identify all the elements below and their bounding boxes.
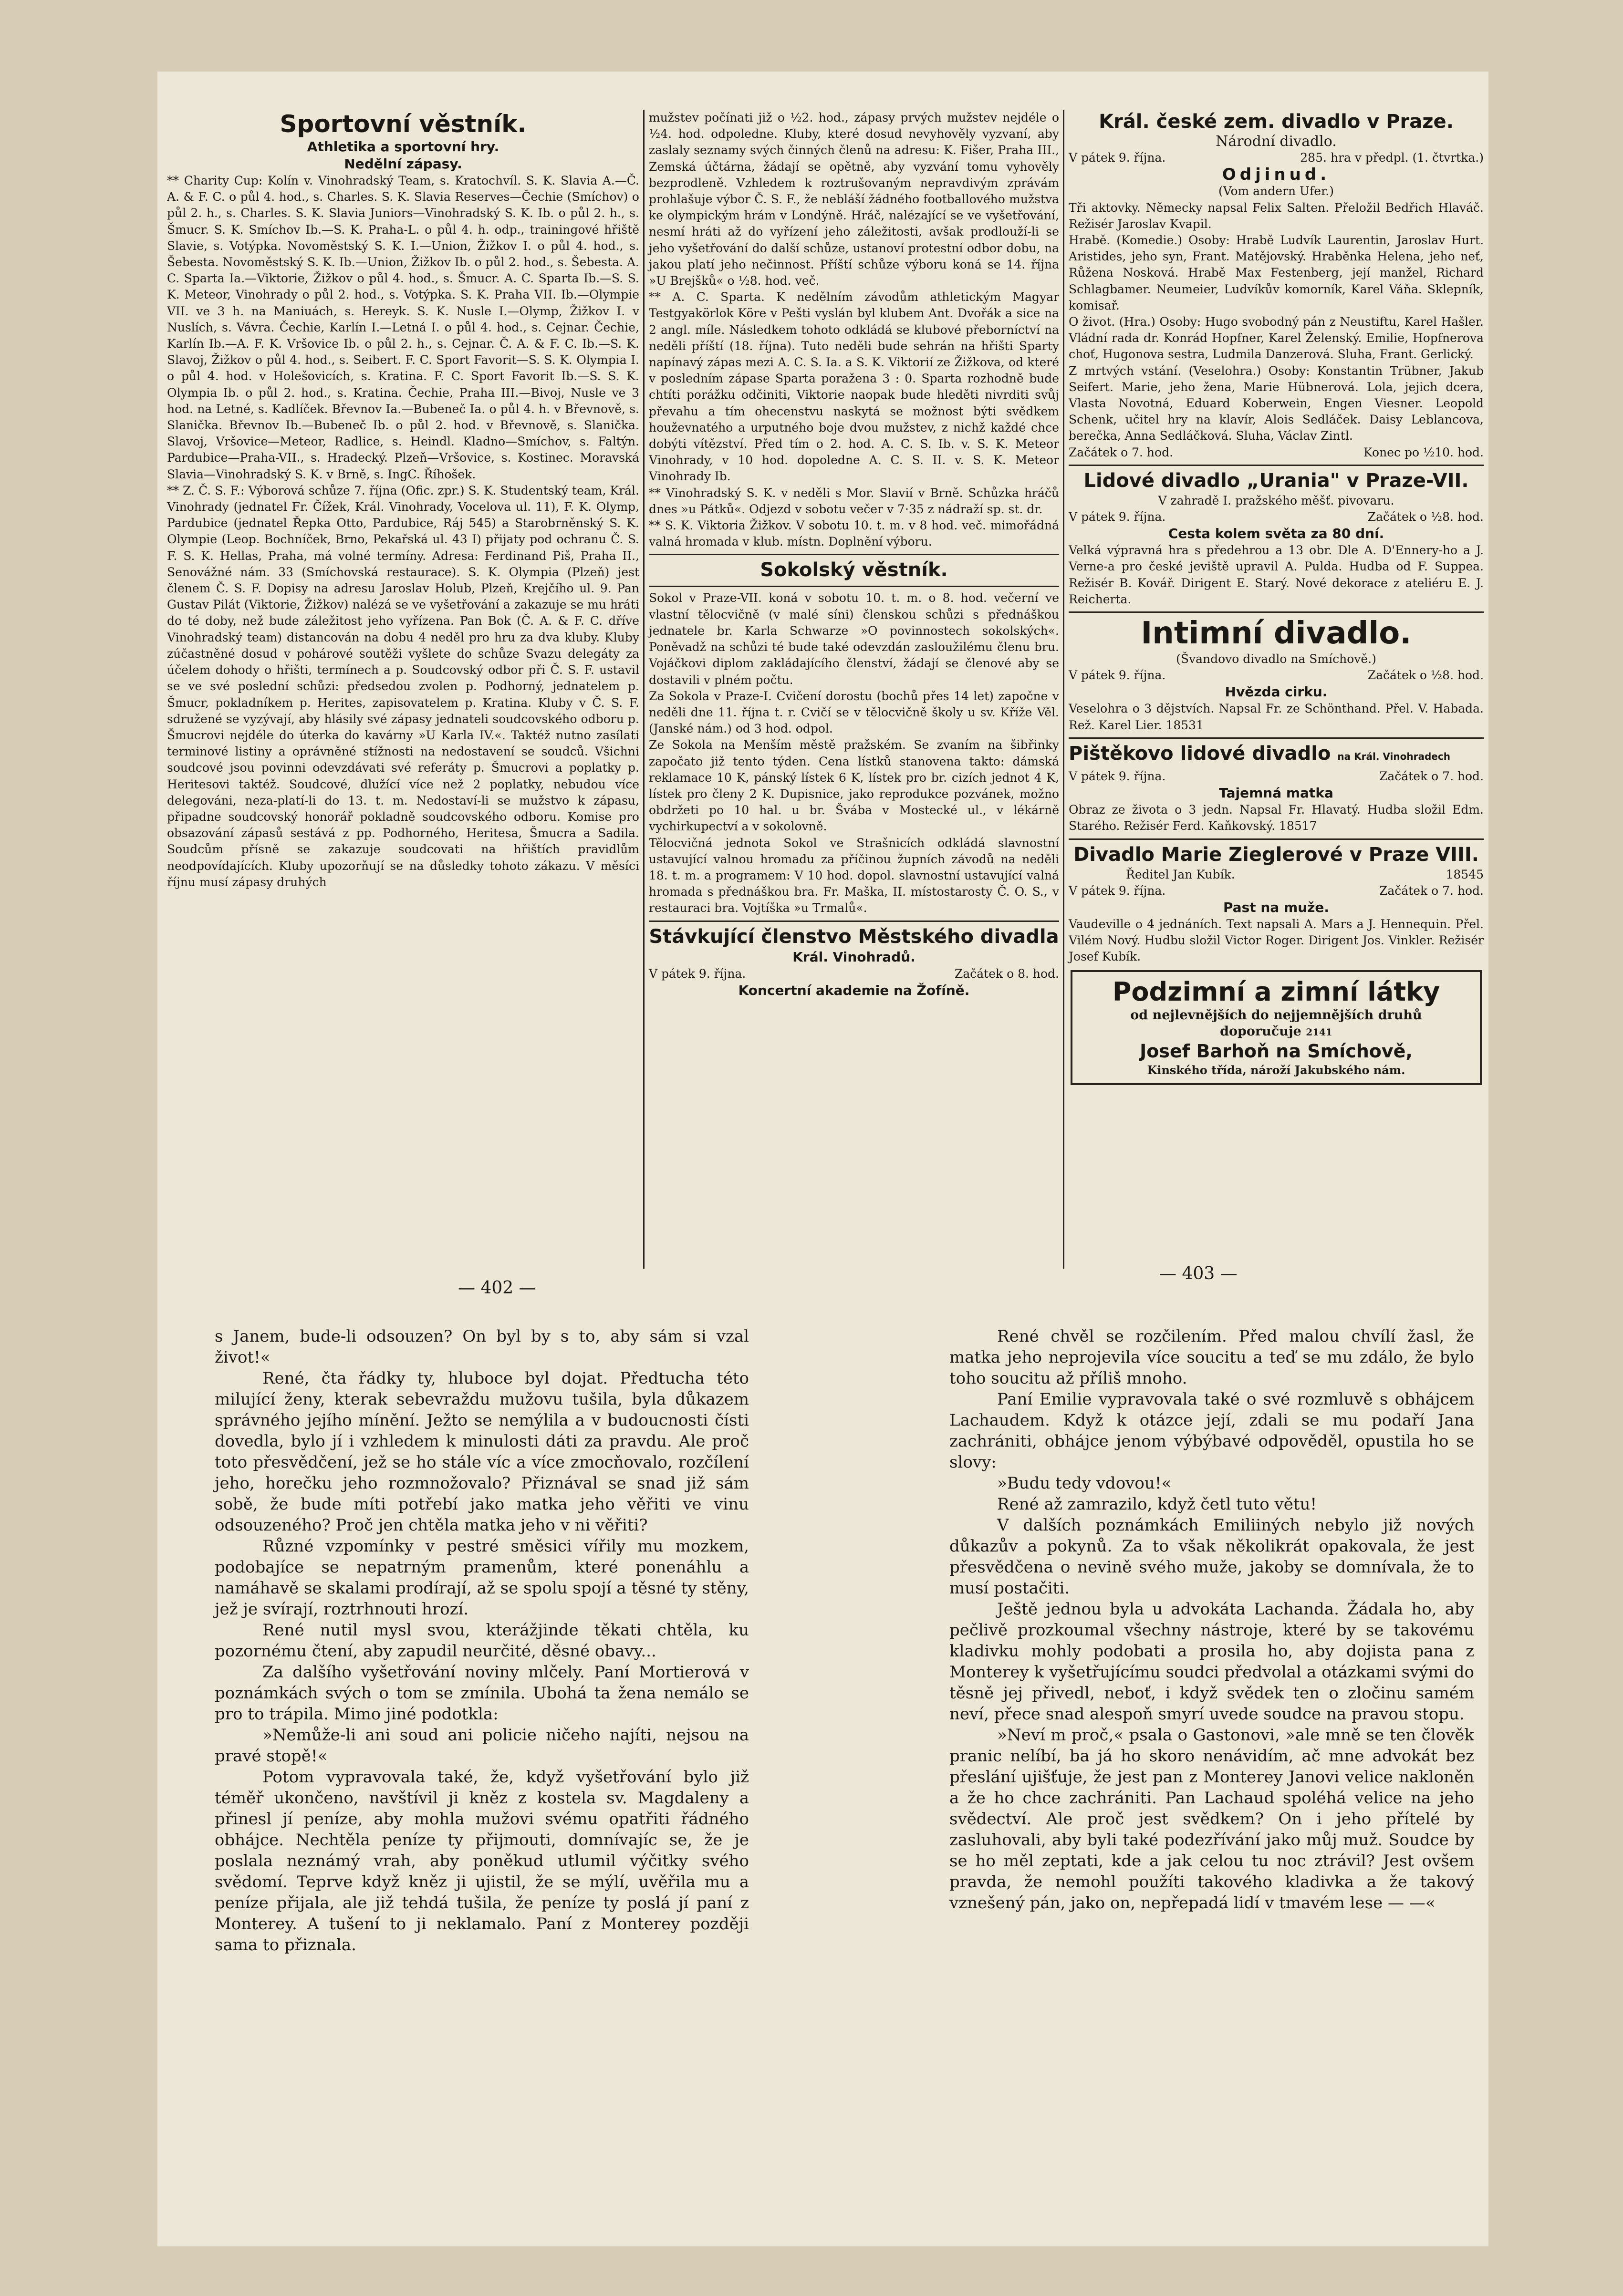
pistek-start: Začátek o 7. hod. bbox=[1379, 769, 1484, 783]
pistek-description bbox=[1069, 802, 1484, 834]
strike-event: Koncertní akademie na Žofíně. bbox=[738, 982, 970, 998]
strike-title: Stávkující členstvo Městského divadla bbox=[649, 925, 1059, 948]
nd-end: Konec po ½10. hod. bbox=[1363, 445, 1484, 459]
ad-address: Kinského třída, nároží Jakubského nám. bbox=[1147, 1063, 1405, 1077]
sport-para-zcsf: ** Z. Č. S. F.: Výborová schůze 7. října (Ofic. zpr.) S. K. Studentský team, Král. Vinohrady (jednatel Fr. Čížek, Král. Vinohrady, Vocelova ul. 11), F. K. Olymp, Pardubice (jednatel Řepka Otto, Pardubice, Ráj 545) a Starobrněnský S. K. Olympie (Leop. Bochníček, Brno, Pekařská ul. 43 I) přijaty pod ochranu Č. S. F. S. K. Hellas, Praha, má volné termíny. Adresa: Ferdinand Piš, Praha II., Senovážné nám. 33 (Smíchovská restaurace). S. K. Olympia (Plzeň) jest členem Č. S. F. Dopisy na adresu Jaroslav Holub, Plzeň, Krejčího ul. 9. Pan Gustav Pilát (Viktorie, Žižkov) nalézá se ve vyšetřování a zakazuje se mu hráti do té doby, než bude záležitost jeho vyřízena. Pan Bok (Č. A. & F. C. dříve Vinohradský team) distancován na dobu 4 neděl pro hru za dva kluby. Kluby zúčastněné dosud v pohárové soutěži vyšlete do schůze Svazu delegáty za účelem dohody o hřišti, termínech a p. Soudcovský odbor při Č. S. F. ustavil se ve své poslední schůzi: předsedou zvolen p. Podhorný, jednatelem p. Šmucr, pokladníkem p. Herites, zapisovatelem p. Kratina. Kluby v Č. S. F. sdružené se vyzývají, aby hlásily své zápasy jednateli soudcovského odboru p. Šmucrovi nejdéle do úterka do kavárny »U Karla IV.«. Taktéž nutno zasílati terminové listiny a oprávněné stížnosti na nedostavení se soudců. Všichni soudcové jsou povinni odevzdávati své referáty p. Šmucrovi a poplatky p. Heritesovi taktéž. Soudcové, dlužící více než 2 poplatky, nebudou více delegováni, neza-platí-li do 13. t. m. Nedostaví-li se mužstvo k zápasu, připadne soudcovský honorář pokladně soudcovského odboru. Komise pro obsazování zápasů sestává z pp. Podhorného, Heritesa, Šmucra a Sadila. Soudcům přísně se zakazuje soudcovati na hřištích pravidlům neodpovídajících. Kluby upozorňují se na důsledky tohoto zákazu. V měsíci říjnu musí zápasy druhých bbox=[167, 483, 639, 889]
sport-column bbox=[167, 110, 639, 890]
strike-start: Začátek o 8. hod. bbox=[954, 966, 1059, 981]
strike-date: V pátek 9. října. bbox=[649, 966, 746, 981]
section-rule bbox=[1069, 737, 1484, 739]
nd-date-row bbox=[1069, 150, 1484, 166]
urania-date-row bbox=[1069, 509, 1484, 525]
pistek-title-main: Pištěkovo lidové divadlo bbox=[1069, 742, 1331, 765]
intimni-date: V pátek 9. října. bbox=[1069, 668, 1166, 683]
page-number-right: — 403 — bbox=[1159, 1264, 1238, 1283]
nd-title: Král. české zem. divadlo v Praze. bbox=[1099, 111, 1454, 133]
sport-subtitle2: Nedělní zápasy. bbox=[344, 156, 462, 172]
sport-para-sparta: ** A. C. Sparta. K nedělním závodům athletickým Magyar Testgyakörlok Köre v Pešti vyslán byl klubem Ant. Dvořák a sice na 2 angl. míle. Následkem tohoto odkládá se klubové přeborníctví na neděli příští (18. října). Tuto neděli bude sehrán na hřišti Sparty napínavý zápas mezi A. C. S. Ia. a S. K. Viktorií ze Žižkova, od které v posledním zápase Sparta poražena 3 : 0. Sparta rozhodně bude chtíti porážku odčiniti, Viktorie naopak bude hleděti nivrditi svůj převahu a tím ohecenstvu naskytá se možnost býti svědkem houževnatého a urputného boje dvou mužstev, z nichž každé chce dobýti vítězství. Před tím o 2. hod. A. C. S. Ib. v. S. K. Meteor Vinohrady, v 10 hod. dopoledne A. C. S. II. v. S. K. Meteor Vinohrady Ib. bbox=[649, 290, 1059, 484]
pistek-play: Tajemná matka bbox=[1219, 785, 1333, 801]
sport-subtitle: Athletika a sportovní hry. bbox=[307, 139, 499, 155]
ad-line2-row bbox=[1077, 1024, 1475, 1040]
urania-subtitle: V zahradě I. pražského měšť. pivovaru. bbox=[1158, 493, 1394, 507]
zieglerova-play: Past na muže. bbox=[1223, 899, 1330, 915]
sokol-para: Ze Sokola na Menším městě pražském. Se zvaním na šibřinky započato již tento týden. Cena lístků stanovena takto: dámská reklamace 10 K, pánský lístek 6 K, lístek pro br. cizích jednot 4 K, lístek pro členy 2 K. Dupisnice, jako reprodukce pozvánek, možno obdržeti po 10 hal. u br. Švába v Mostecké ul., v lékárně vychirkupectví a v sokolovně. bbox=[649, 738, 1059, 834]
nd-times bbox=[1069, 445, 1484, 461]
section-rule bbox=[649, 920, 1059, 922]
sokol-para: Za Sokola v Praze-I. Cvičení dorostu (bochů přes 14 let) započne v neděli dne 11. října t. r. Cvičí se v tělocvičně školy u sv. Kříže Věl. (Janské nám.) od 3 hod. odpol. bbox=[649, 689, 1059, 736]
column-divider bbox=[1063, 110, 1064, 1269]
novel-paragraph: s Janem, bude-li odsouzen? On byl by s to, aby sám si vzal život!« bbox=[215, 1327, 749, 1367]
intimni-play: Hvězda cirku. bbox=[1225, 684, 1328, 700]
intimni-description bbox=[1069, 701, 1484, 733]
pistek-desc-text: Obraz ze života o 3 jedn. Napsal Fr. Hlavatý. Hudba složil Edm. Starého. Režisér Ferd. Kaňkovský. bbox=[1069, 803, 1484, 833]
sokol-para: Sokol v Praze-VII. koná v sobotu 10. t. m. o 8. hod. večerní ve vlastní tělocvičně (v malé síni) členskou schůzi s přednáškou jednatele br. Karla Schwarze »O povinnostech sokolských«. Poněvadž na schůzi té bude také odevzdán zasloužilému členu bru. Vojáčkovi diplom zakládajícího členství, žádají se členové aby se dostavili v plném počtu. bbox=[649, 591, 1059, 687]
theatre-column bbox=[1069, 110, 1484, 1085]
sport-para-vinohrady: ** Vinohradský S. K. v neděli s Mor. Slavií v Brně. Schůzka hráčů dnes »u Pátků«. Odjezd v sobotu večer v 7·35 z nádraží sp. st. dr. bbox=[649, 486, 1059, 516]
ad-name: Josef Barhoň na Smíchově, bbox=[1140, 1040, 1413, 1062]
novel-paragraph: »Neví m proč,« psala o Gastonovi, »ale mně se ten člověk pranic nelíbí, ba já ho skoro nenávidím, ač mne advokát bez přeslání ujišťuje, že jest pan z Monterey Janovi velice nakloněn a že ho chce zachrániti. Pan Lachaud spoléhá velice na jeho svědectví. Ale proč jest svědkem? On i jeho přítelé by zasluhovali, aby byli také podezřívání jako můj muž. Soudce by se ho měl zeptati, kde a jak celou tu noc ztrávil? Jest ovšem pravda, že nemohl použíti takového kladivka a že takový vznešený pán, jako on, nepřepadá lidí v tmavém lese — —« bbox=[949, 1726, 1474, 1913]
nd-play-original: (Vom andern Ufer.) bbox=[1218, 184, 1334, 198]
column-divider bbox=[643, 110, 645, 1269]
intimni-title: Intimní divadlo. bbox=[1141, 616, 1412, 652]
ad-line2: doporučuje bbox=[1220, 1024, 1301, 1039]
zieglerova-start: Začátek o 7. hod. bbox=[1379, 883, 1484, 898]
nd-start: Začátek o 7. hod. bbox=[1069, 445, 1174, 459]
novel-paragraph: V dalších poznámkách Emiliiných nebylo již nových důkazův a pokynů. Za to však několikrát opakovala, že jest přesvědčena o nevině svého muže, jakoby se domnívala, že to musí postačiti. bbox=[949, 1516, 1474, 1598]
nd-play: Odjinud. bbox=[1222, 165, 1331, 185]
urania-start: Začátek o ½8. hod. bbox=[1367, 510, 1484, 524]
novel-paragraph: René chvěl se rozčilením. Před malou chvílí žasl, že matka jeho neprojevila více soucitu a teď se mu zdálo, že bylo toho soucitu až příliš mnoho. bbox=[949, 1327, 1474, 1388]
nd-performance: 285. hra v předpl. (1. čtvrtka.) bbox=[1300, 151, 1484, 165]
urania-title: Lidové divadlo „Urania" v Praze-VII. bbox=[1083, 469, 1469, 492]
intimni-subtitle: (Švandovo divadlo na Smíchově.) bbox=[1176, 652, 1376, 666]
urania-date: V pátek 9. října. bbox=[1069, 510, 1166, 524]
novel-paragraph: Za dalšího vyšetřování noviny mlčely. Paní Mortierová v poznámkách svých o tom se zmínila. Ubohá ta žena nemálo se pro to trápila. Mimo jiné podotkla: bbox=[215, 1663, 749, 1724]
ad-line1: od nejlevnějších do nejjemnějších druhů bbox=[1130, 1007, 1422, 1023]
novel-paragraph: René až zamrazilo, když četl tuto větu! bbox=[997, 1495, 1317, 1514]
nd-hrabe: Hrabě. (Komedie.) Osoby: Hrabě Ludvík Laurentin, Jaroslav Hurt. Aristides, jeho syn, Frant. Matějovský. Hraběnka Helena, jeho neť, Růžena Nosková. Hrabě Max Festenberg, její manžel, Richard Schlagbamer. Neumeier, Ludvíkův komorník, Karel Váňa. Sklepník, komisař. bbox=[1069, 233, 1484, 312]
strike-date-row bbox=[649, 966, 1059, 982]
nd-mrtvych: Z mrtvých vstání. (Veselohra.) Osoby: Konstantin Trübner, Jakub Seifert. Marie, jeho žena, Marie Hübnerová. Lola, jejich dcera, Vlasta Novotná, Eduard Koberwein, Engen Viesner. Leopold Schenk, učitel hry na klavír, Alois Sedláček. Daisy Leblancova, berečka, Anna Sedláčková. Sluha, Václav Zintl. bbox=[1069, 363, 1484, 443]
intimni-start: Začátek o ½8. hod. bbox=[1367, 668, 1484, 683]
pistek-date: V pátek 9. října. bbox=[1069, 769, 1166, 783]
novel-paragraph: »Nemůže-li ani soud ani policie ničeho najíti, nejsou na pravé stopě!« bbox=[215, 1726, 749, 1766]
zieglerova-director: Ředitel Jan Kubík. bbox=[1126, 867, 1235, 881]
advertisement-box bbox=[1071, 970, 1482, 1086]
novel-paragraph: Potom vypravovala také, že, když vyšetřování bylo již téměř ukončeno, navštívil ji kněz z kostela sv. Magdaleny a přinesl jí peníze, aby mohla mužovi svému opatřiti řádného obhájce. Nechtěla peníze ty přijmouti, domnívajíc se, že je poslala neznámý vrah, aby poněkud utlumil výčitky svého svědomí. Teprve když kněz ji ujistil, že se mýlí, uvěřila mu a peníze přijala, ale již tehdá tušila, že peníze ty poslá jí paní z Monterey. A tušení to ji neklamalo. Paní z Monterey později sama to přiznala. bbox=[215, 1768, 749, 1955]
urania-play: Cesta kolem světa za 80 dní. bbox=[1168, 526, 1384, 542]
zieglerova-description: Vaudeville o 4 jednáních. Text napsali A. Mars a J. Hennequin. Přel. Vilém Nový. Hudbu složil Victor Roger. Dirigent Jos. Vinkler. Režisér Josef Kubík. bbox=[1069, 917, 1484, 964]
strike-subtitle: Král. Vinohradů. bbox=[792, 949, 916, 965]
novel-paragraph: Ještě jednou byla u advokáta Lachanda. Žádala ho, aby pečlivě prozkoumal všechny nástroje, které by se takovému kladivku mohly podobati a prosila ho, aby dojista pana z Monterey k vyšetřujícímu soudci předvolal a otázkami svými do těsně jej přivedl, neboť, i když svědek ten o zločinu samém neví, přece snad alespoň smyrí uvede soudce na pravou stopu. bbox=[949, 1600, 1474, 1724]
nd-date: V pátek 9. října. bbox=[1069, 151, 1166, 165]
sport-para-viktoria: ** S. K. Viktoria Žižkov. V sobotu 10. t. m. v 8 hod. več. mimořádná valná hromada v klub. místn. Doplnění výboru. bbox=[649, 518, 1059, 549]
pistek-title bbox=[1069, 742, 1484, 768]
sport-para-continued: mužstev počínati již o ½2. hod., zápasy prvých mužstev nejdéle o ½4. hod. odpoledne. Kluby, které dosud nevyhověly vyzvaní, aby zaslaly seznamy svých činných členů na adresu: K. Fišer, Praha III., Zemská účtárna, žádají se opětně, aby vyzvání tomu vyhověly bezprodleně. Vzhledem k roztrušovaným nepravdivým zprávám prohlašuje výbor Č. S. F., že nebláší žádného footballového mužstva ke olympickým hrám v Londýně. Hráč, nalézající se ve vyšetřování, nesmí hráti až do vyřízení jeho záležitosti, avšak prodlouží-li se jeho vyšetřování do další schůze, ustanoví protestní odbor dobu, na jakou platí jeho nečinnost. Příští schůze výboru koná se 14. října »U Brejšků« o ½8. hod. več. bbox=[649, 111, 1059, 288]
zieglerova-date-row bbox=[1069, 883, 1484, 899]
ad-code: 2141 bbox=[1306, 1026, 1332, 1038]
zieglerova-date: V pátek 9. října. bbox=[1069, 883, 1166, 898]
pistek-date-row bbox=[1069, 768, 1484, 785]
sport-title: Sportovní věstník. bbox=[280, 110, 527, 138]
novel-paragraph: »Budu tedy vdovou!« bbox=[997, 1474, 1172, 1493]
urania-description: Velká výpravná hra s předehrou a 13 obr. Dle A. D'Ennery-ho a J. Verne-a pro české jeviště upravil A. Pulda. Hudba od F. Suppea. Režisér B. Kovář. Dirigent E. Starý. Nové dekorace z ateliéru E. J. Reicherta. bbox=[1069, 543, 1484, 606]
novel-right-column bbox=[949, 1326, 1474, 1913]
novel-paragraph: René, čta řádky ty, hluboce byl dojat. Předtucha této milující ženy, kterak sebevraždu mužovu tušila, byla důkazem správného jejího mínění. Ježto se nemýlila a v budoucnosti čísti dovedla, bylo jí i vzhledem k minulosti dáti za pravdu. Ale proč toto přesvědčení, jež se ho stále víc a více zmocňovalo, rozčílení jeho, horečku jeho rozmnožovalo? Přiznával se snad již sám sobě, že bude míti potřebí jako matka jeho věřiti ve vinu odsouzeného? Proč jen chtěla matka jeho v ni věřiti? bbox=[215, 1369, 749, 1535]
zieglerova-title: Divadlo Marie Zieglerové v Praze VIII. bbox=[1073, 843, 1479, 866]
section-rule bbox=[1069, 611, 1484, 613]
section-rule bbox=[649, 554, 1059, 555]
nd-description: Tři aktovky. Německy napsal Felix Salten. Přeložil Bedřich Hlaváč. Režisér Jaroslav Kvapil. bbox=[1069, 200, 1484, 231]
nd-zivot: O život. (Hra.) Osoby: Hugo svobodný pán z Neustiftu, Karel Hašler. Vládní rada dr. Konrád Hopfner, Karel Želenský. Emilie, Hopfnerova choť, Hugonova sestra, Ludmila Danzerová. Sluha, Frant. Gerlický. bbox=[1069, 315, 1484, 362]
intimni-date-row bbox=[1069, 667, 1484, 683]
page-number-left: — 402 — bbox=[458, 1278, 536, 1298]
ad-title: Podzimní a zimní látky bbox=[1112, 976, 1440, 1007]
zieglerova-code: 18545 bbox=[1446, 867, 1484, 881]
section-rule bbox=[649, 586, 1059, 587]
pistek-code: 18517 bbox=[1279, 819, 1317, 833]
sokol-title: Sokolský věstník. bbox=[760, 559, 948, 581]
zieglerova-director-row bbox=[1069, 867, 1484, 883]
sokol-para: Tělocvičná jednota Sokol ve Strašnicích odkládá slavnostní ustavující valnou hromadu za příčinou župních závodů na neděli 18. t. m. a programem: V 10 hod. dopol. slavnostní ustavující valná hromada s přednáškou bra. Fr. Maška, II. místostarosty Č. O. S., v restauraci bra. Vojtíška »u Trmalů«. bbox=[649, 836, 1059, 915]
novel-left-column bbox=[215, 1326, 749, 1955]
section-rule bbox=[1069, 465, 1484, 466]
intimni-desc-text: Veselohra o 3 dějstvích. Napsal Fr. ze Schönthand. Přel. V. Habada. Rež. Karel Lier. bbox=[1069, 702, 1484, 732]
sport-para-charity: ** Charity Cup: Kolín v. Vinohradský Team, s. Kratochvíl. S. K. Slavia A.—Č. A. & F. C. o půl 4. hod., s. Charles. S. K. Slavia Reserves—Čechie (Smíchov) o půl 2. h., s. Charles. S. K. Slavia Juniors—Vinohradský S. K. Ib. o půl 2. h., s. Šmucr. S. K. Smíchov Ib.—S. K. Praha-L. o půl 4. h. odp., trainingové hřiště Slavie, s. Votýpka. Novoměstský S. K. I.—Union, Žižkov I. o půl 4. hod., s. Šebesta. Novoměstský S. K. Ib.—Union, Žižkov Ib. o půl 2. hod., s. Šebesta. A. C. Sparta Ia.—Viktorie, Žižkov o půl 4. hod., s. Šmucr. A. C. Sparta Ib.—S. S. K. Meteor, Vinohrady o půl 2. hod., s. Votýpka. S. K. Praha VII. Ib.—Olympie VII. ve 3 h. na Maniuách, s. Hereyk. S. K. Nusle I.—Olymp, Žižkov I. v Nuslích, s. Vávra. Čechie, Karlín I.—Letná I. o půl 4. hod., s. Cejnar. Čechie, Karlín Ib.—A. F. K. Vršovice Ib. o půl 2. h., s. Cejnar. Č. A. & F. C. Ib.—S. K. Slavoj, Žižkov o půl 4. hod., s. Seibert. F. C. Sport Favorit—S. S. K. Olympia I. o půl 4. hod. v Holešovicích, s. Kratina. F. C. Sport Favorit Ib.—S. S. K. Olympia Ib. o půl 2. hod., s. Kratina. Čechie, Praha III.—Bivoj, Nusle ve 3 hod. na Letné, s. Kadlíček. Břevnov Ia.—Bubeneč Ia. o půl 4. h. v Břevnově, s. Slanička. Břevnov Ib.—Bubeneč Ib. o půl 2. hod. v Břevnově, s. Slanička. Slavoj, Vršovice—Meteor, Radlice, s. Heindl. Kladno—Smíchov, s. Faltýn. Pardubice—Praha-VII., s. Hradecký. Plzeň—Vršovice, s. Kostinec. Moravská Slavia—Vinohradský S. K. v Brně, s. IngC. Říhošek. bbox=[167, 174, 639, 481]
section-rule bbox=[1069, 838, 1484, 840]
novel-paragraph: Paní Emilie vypravovala také o své rozmluvě s obhájcem Lachaudem. Když k otázce její, zdali se mu podaří Jana zachrániti, obhájce jenom výbýbavé odpověděl, opustila ho se slovy: bbox=[949, 1390, 1474, 1472]
novel-paragraph: René nutil mysl svou, kterážjinde těkati chtěla, ku pozornému čtení, aby zapudil neurčité, děsné obavy... bbox=[215, 1621, 749, 1661]
nd-subtitle: Národní divadlo. bbox=[1216, 133, 1337, 150]
intimni-code: 18531 bbox=[1165, 718, 1204, 732]
middle-column bbox=[649, 110, 1059, 999]
novel-paragraph: Různé vzpomínky v pestré směsici vířily mu mozkem, podobajíce se nepatrným pramenům, které ponenáhlu a namáhavě se skalami prodírají, až se spolu spojí a těsné ty stěny, jež je svírají, roztrhnouti hrozí. bbox=[215, 1537, 749, 1619]
pistek-title-small: na Král. Vinohradech bbox=[1337, 750, 1450, 762]
